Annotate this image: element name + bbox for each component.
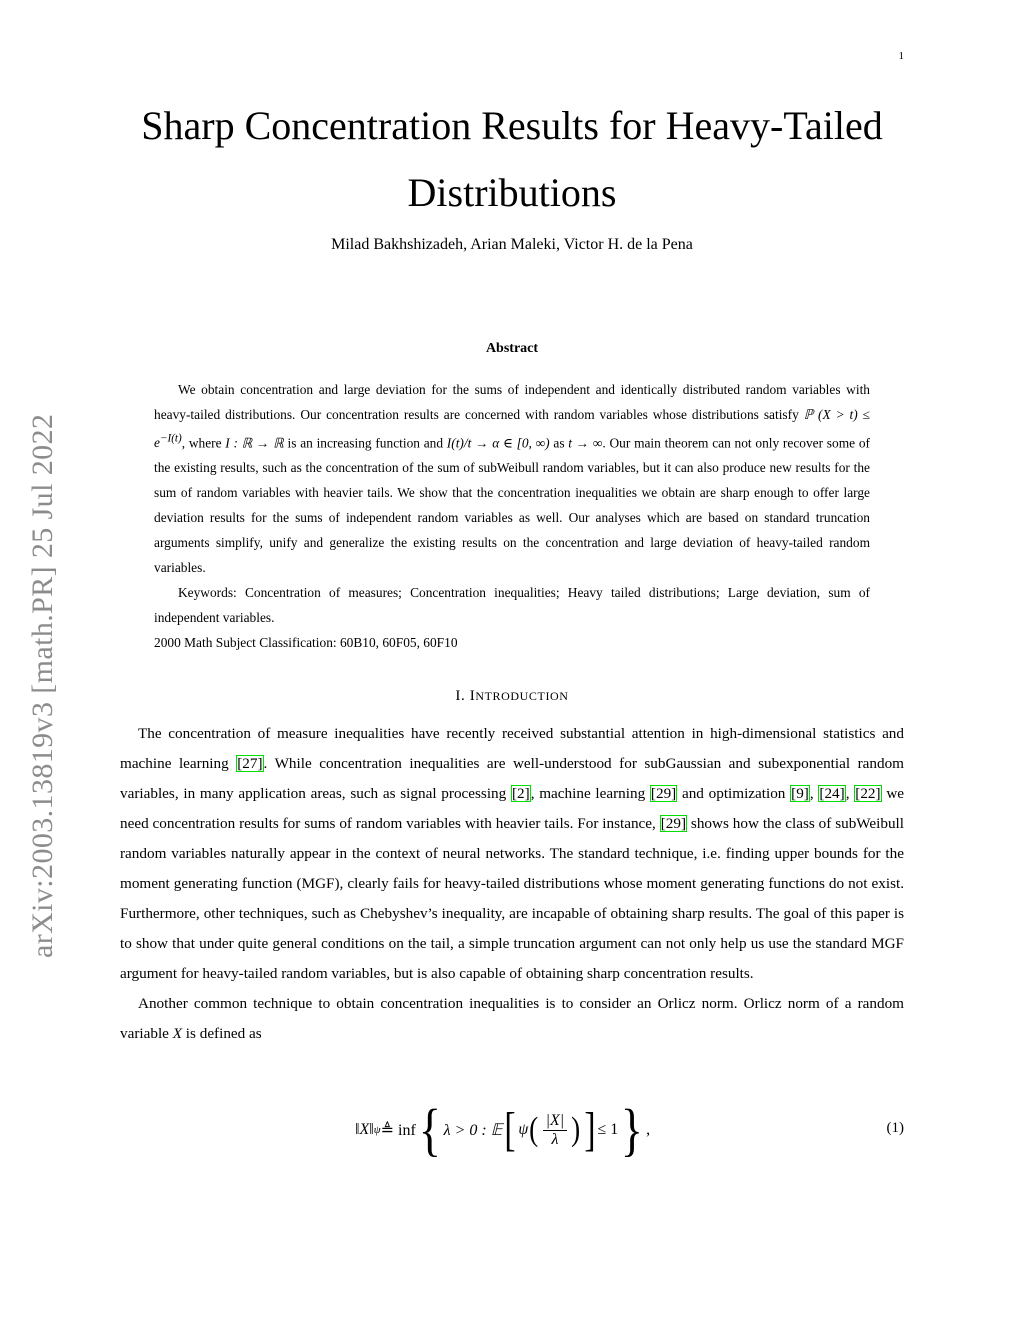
- intro-paragraph-2: Another common technique to obtain concentration inequalities is to consider an Orlicz norm. Orlicz norm of a random variable X is defined as: [120, 995, 904, 1042]
- citation-link-24[interactable]: [24]: [819, 785, 845, 802]
- abstract-text-2: , where: [181, 435, 226, 451]
- citation-link-27[interactable]: [27]: [237, 755, 263, 772]
- limit-math: t → ∞: [568, 435, 603, 451]
- growth-rate-math: I(t)/t → α ∈ [0, ∞): [446, 435, 550, 451]
- page-number: 1: [898, 50, 904, 62]
- abstract-body: [154, 377, 870, 655]
- fraction: $\frac{|X|}{\lambda}$: [543, 1112, 568, 1149]
- abstract-text-4: as: [549, 435, 569, 451]
- section-heading-introduction: I. INTRODUCTION: [455, 688, 569, 704]
- subject-classification: 2000 Math Subject Classification: 60B10, 60F05, 60F10: [154, 635, 458, 651]
- paper-title-line-2: Distributions: [407, 170, 617, 215]
- tail-condition-math: ℙ $(X > t) \le e^{-I(t)}$: [154, 407, 870, 451]
- function-domain-math: I : ℝ → ℝ: [225, 435, 284, 451]
- abstract-text-5: . Our main theorem can not only recover some of the existing results, such as the concentration of the sum of subWeibull random variables, but it can also produce new results for the sum of random variables with heavier tails. We show that the concentration inequalities we obtain are sharp enough to offer large deviation results for the sums of independent random variables as well. Our analyses which are based on standard truncation arguments simplify, unify and generalize the existing results on the concentration and large deviation of heavy-tailed random variables.: [154, 435, 870, 576]
- orlicz-norm-equation: [120, 1093, 904, 1167]
- abstract-heading: Abstract: [485, 341, 539, 356]
- abstract-text-3: is an increasing function and: [283, 435, 447, 451]
- intro-paragraph-1: The concentration of measure inequalities have recently received substantial attention in high-dimensional statistics and machine learning [27]. While concentration inequalities are well-understood for subGaussian and subexponential random variables, in many application areas, such as signal processing [2], machine learning [29] and optimization [9], [24], [22] we need concentration results for sums of random variables with heavier tails. For instance, [29] shows how the class of subWeibull random variables naturally appear in the context of neural networks. The standard technique, i.e. finding upper bounds for the moment generating function (MGF), clearly fails for heavy-tailed distributions whose moment generating functions do not exist. Furthermore, other techniques, such as Chebyshev’s inequality, are incapable of obtaining sharp results. The goal of this paper is to show that under quite general conditions on the tail, a simple truncation argument can not only help us use the standard MGF argument for heavy-tailed random variables, but is also capable of obtaining sharp concentration results.: [120, 725, 905, 982]
- citation-link-22[interactable]: [22]: [855, 785, 881, 802]
- citation-link-29-second[interactable]: [29]: [660, 815, 687, 832]
- author-list: Milad Bakhshizadeh, Arian Maleki, Victor H. de la Pena: [331, 236, 693, 253]
- equation-number: (1): [886, 1120, 904, 1136]
- introduction-body: [120, 719, 904, 1049]
- arxiv-identifier-stamp: arXiv:2003.13819v3 [math.PR] 25 Jul 2022: [26, 413, 59, 958]
- citation-link-9[interactable]: [9]: [791, 785, 809, 802]
- abstract-paragraph: [154, 377, 870, 580]
- citation-link-29[interactable]: [29]: [650, 785, 677, 802]
- paper-title: [110, 92, 914, 226]
- citation-link-2[interactable]: [2]: [511, 785, 530, 802]
- paper-title-line-1: Sharp Concentration Results for Heavy-Tailed: [141, 103, 883, 148]
- equation-body: ‖X‖ ψ ≜ inf { λ > 0 : 𝔼 [ ψ ( $\frac{|X|}{\lambda}$ ) ] ≤ 1 } ,: [355, 1097, 651, 1162]
- keywords: Keywords: Concentration of measures; Concentration inequalities; Heavy tailed distributions; Large deviation, sum of independent variables.: [154, 585, 870, 626]
- abstract-text-1: We obtain concentration and large deviation for the sums of independent and identically distributed random variables with heavy-tailed distributions. Our concentration results are concerned with random variables whose distributions satisfy: [154, 382, 870, 422]
